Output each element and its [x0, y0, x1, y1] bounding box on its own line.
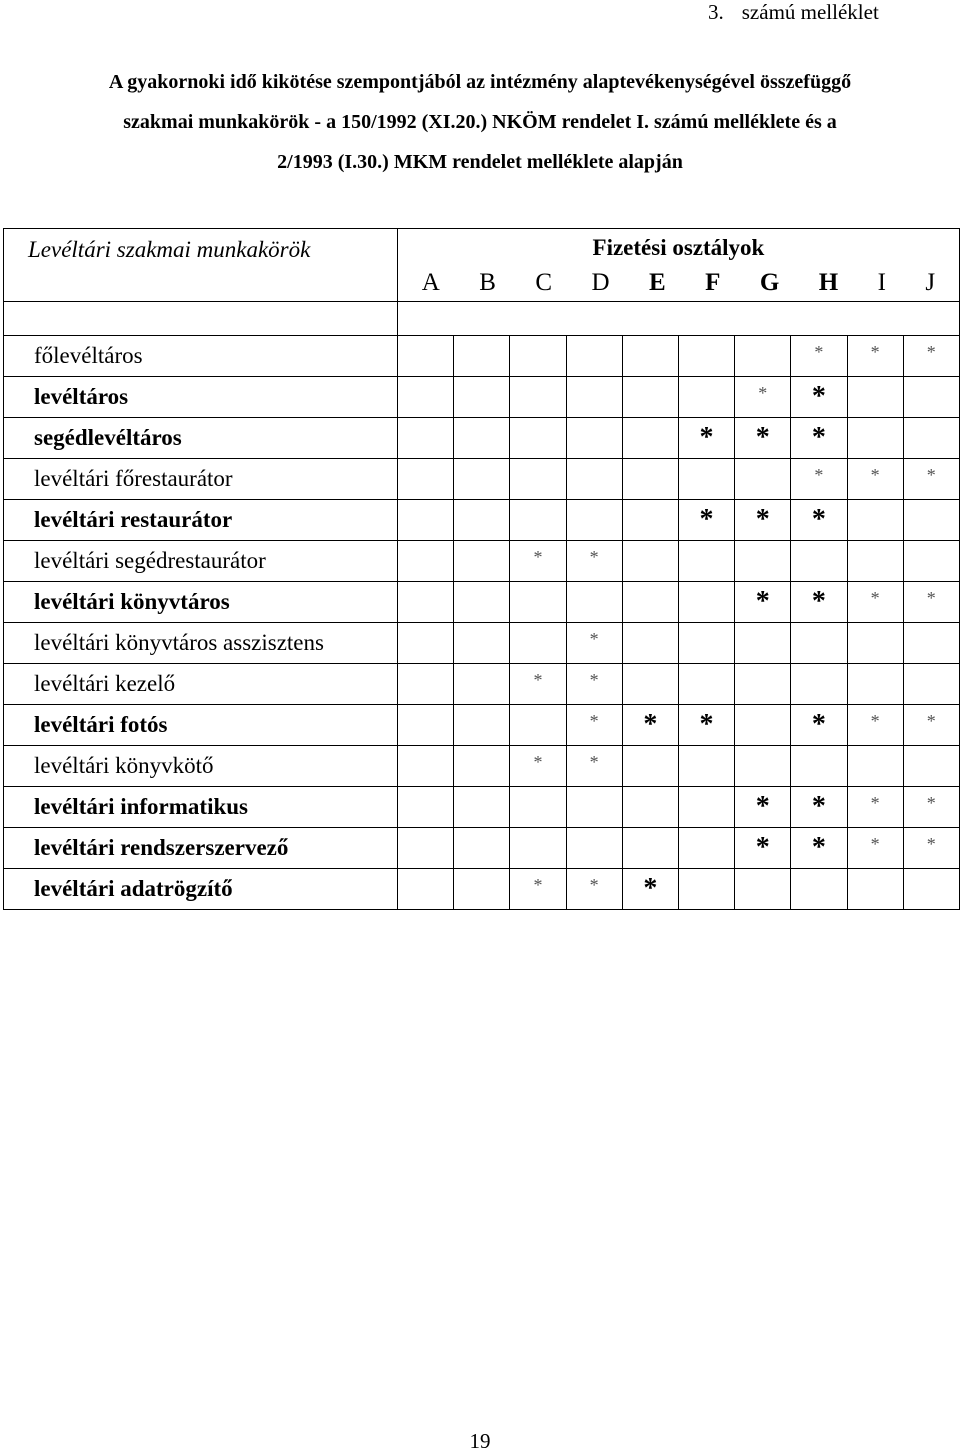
- grade-cell: [566, 705, 622, 746]
- table-row: [4, 582, 960, 623]
- grade-cell: [791, 746, 847, 787]
- grade-cell: [903, 541, 959, 582]
- grade-cell: [847, 787, 903, 828]
- grade-cell: [791, 582, 847, 623]
- asterisk-mark: *: [811, 586, 826, 617]
- grade-cell: [566, 336, 622, 377]
- grade-cell: [566, 623, 622, 664]
- grade-cell: [566, 828, 622, 869]
- grade-cell: [791, 869, 847, 910]
- grade-cell: [398, 582, 454, 623]
- grade-cell: [791, 336, 847, 377]
- grade-cell: [622, 623, 678, 664]
- grade-cell: [454, 787, 510, 828]
- asterisk-mark: *: [699, 504, 714, 535]
- grade-cell: [735, 500, 791, 541]
- asterisk-mark: *: [758, 383, 768, 404]
- grade-cell: [903, 869, 959, 910]
- grade-cell: [735, 869, 791, 910]
- grade-cell: [903, 418, 959, 459]
- grade-cell: [566, 582, 622, 623]
- job-column-header: Levéltári szakmai munkakörök: [4, 229, 398, 302]
- grade-cell: [398, 705, 454, 746]
- grade-cell: [398, 459, 454, 500]
- grade-cell: [735, 746, 791, 787]
- asterisk-mark: *: [811, 832, 826, 863]
- grade-cell: [678, 746, 734, 787]
- grade-column-header: [398, 229, 960, 302]
- grade-cell: [510, 377, 566, 418]
- job-title: levéltári főrestaurátor: [4, 459, 398, 500]
- annex-label: [708, 0, 879, 25]
- grade-cell: [510, 582, 566, 623]
- grade-cell: [678, 500, 734, 541]
- heading-line-3: 2/1993 (I.30.) MKM rendelet melléklete alapján: [277, 151, 683, 173]
- table-row: [4, 705, 960, 746]
- grade-cell: [903, 828, 959, 869]
- grade-cell: [566, 746, 622, 787]
- spacer-cell: [398, 302, 960, 336]
- grade-cell: [791, 541, 847, 582]
- asterisk-mark: *: [699, 422, 714, 453]
- grade-cell: [510, 869, 566, 910]
- grade-cell: [398, 828, 454, 869]
- grade-cell: [903, 746, 959, 787]
- grade-cell: [791, 787, 847, 828]
- grade-cell: [735, 623, 791, 664]
- asterisk-mark: *: [589, 670, 599, 691]
- grade-cell: [622, 500, 678, 541]
- grade-cell: [510, 787, 566, 828]
- asterisk-mark: *: [643, 709, 658, 740]
- grade-cell: [903, 623, 959, 664]
- grade-cell: [622, 459, 678, 500]
- asterisk-mark: *: [755, 586, 770, 617]
- asterisk-mark: *: [926, 711, 936, 732]
- grade-cell: [398, 664, 454, 705]
- grade-cell: [735, 459, 791, 500]
- asterisk-mark: *: [643, 873, 658, 904]
- asterisk-mark: *: [811, 504, 826, 535]
- grade-cell: [454, 705, 510, 746]
- asterisk-mark: *: [926, 588, 936, 609]
- job-title: levéltári adatrögzítő: [4, 869, 398, 910]
- grade-cell: [454, 582, 510, 623]
- grade-cell: [791, 828, 847, 869]
- asterisk-mark: *: [589, 547, 599, 568]
- asterisk-mark: *: [870, 711, 880, 732]
- grade-cell: [398, 541, 454, 582]
- grade-cell: [454, 828, 510, 869]
- asterisk-mark: *: [589, 752, 599, 773]
- grade-cell: [566, 459, 622, 500]
- grade-cell: [791, 459, 847, 500]
- asterisk-mark: *: [811, 709, 826, 740]
- grade-cell: [678, 377, 734, 418]
- grade-cell: [398, 869, 454, 910]
- table-spacer-row: [4, 302, 960, 336]
- job-title: levéltári kezelő: [4, 664, 398, 705]
- grade-cell: [903, 582, 959, 623]
- grade-cell: [678, 787, 734, 828]
- asterisk-mark: *: [811, 791, 826, 822]
- asterisk-mark: *: [755, 422, 770, 453]
- grade-cell: [678, 623, 734, 664]
- grade-cell: [510, 664, 566, 705]
- asterisk-mark: *: [926, 342, 936, 363]
- asterisk-mark: *: [589, 629, 599, 650]
- grade-cell: [847, 418, 903, 459]
- grade-letter: I: [877, 269, 886, 296]
- asterisk-mark: *: [755, 791, 770, 822]
- heading-line-1: A gyakornoki idő kikötése szempontjából az intézmény alaptevékenységével összefüggő: [108, 71, 852, 93]
- grade-cell: [847, 869, 903, 910]
- job-title: levéltári restaurátor: [4, 500, 398, 541]
- grade-cell: [510, 418, 566, 459]
- grade-cell: [398, 336, 454, 377]
- grade-cell: [566, 500, 622, 541]
- grade-cell: [791, 500, 847, 541]
- grade-letter: E: [648, 269, 666, 296]
- asterisk-mark: *: [814, 465, 824, 486]
- grade-cell: [678, 869, 734, 910]
- grade-cell: [791, 705, 847, 746]
- grade-letters: [398, 269, 959, 301]
- grade-letter: J: [925, 269, 936, 296]
- grade-cell: [847, 459, 903, 500]
- grade-letter: G: [759, 269, 780, 296]
- grade-cell: [735, 664, 791, 705]
- table-row: [4, 500, 960, 541]
- grade-cell: [622, 705, 678, 746]
- grade-cell: [903, 336, 959, 377]
- grade-cell: [510, 459, 566, 500]
- table-row: [4, 541, 960, 582]
- grade-cell: [903, 500, 959, 541]
- annex-text: számú melléklet: [741, 0, 879, 24]
- asterisk-mark: *: [589, 875, 599, 896]
- grade-cell: [622, 828, 678, 869]
- table-row: [4, 623, 960, 664]
- job-title: levéltári fotós: [4, 705, 398, 746]
- grade-cell: [398, 623, 454, 664]
- asterisk-mark: *: [755, 832, 770, 863]
- table-row: [4, 746, 960, 787]
- job-title: segédlevéltáros: [4, 418, 398, 459]
- asterisk-mark: *: [533, 670, 543, 691]
- grade-cell: [847, 664, 903, 705]
- grade-cell: [678, 418, 734, 459]
- table-row: [4, 828, 960, 869]
- grade-cell: [566, 541, 622, 582]
- grade-cell: [847, 582, 903, 623]
- grade-cell: [735, 418, 791, 459]
- grade-letter: C: [535, 269, 553, 296]
- grade-cell: [454, 664, 510, 705]
- grade-cell: [622, 746, 678, 787]
- grade-cell: [622, 664, 678, 705]
- grade-cell: [678, 541, 734, 582]
- job-title: levéltári könyvtáros: [4, 582, 398, 623]
- grade-cell: [847, 828, 903, 869]
- grade-cell: [454, 869, 510, 910]
- grade-cell: [454, 500, 510, 541]
- grade-cell: [398, 418, 454, 459]
- asterisk-mark: *: [870, 588, 880, 609]
- asterisk-mark: *: [926, 793, 936, 814]
- job-title: levéltári rendszerszervező: [4, 828, 398, 869]
- grade-cell: [510, 623, 566, 664]
- grade-cell: [735, 377, 791, 418]
- job-title: levéltáros: [4, 377, 398, 418]
- grade-header-title: Fizetési osztályok: [592, 235, 765, 260]
- grade-cell: [903, 459, 959, 500]
- grade-cell: [735, 582, 791, 623]
- grade-cell: [622, 336, 678, 377]
- asterisk-mark: *: [870, 834, 880, 855]
- grade-cell: [622, 418, 678, 459]
- grade-letter: D: [591, 269, 610, 296]
- grade-cell: [510, 336, 566, 377]
- grade-cell: [678, 828, 734, 869]
- grade-cell: [622, 869, 678, 910]
- asterisk-mark: *: [755, 504, 770, 535]
- table-row: [4, 459, 960, 500]
- grade-cell: [398, 746, 454, 787]
- asterisk-mark: *: [870, 793, 880, 814]
- asterisk-mark: *: [870, 342, 880, 363]
- asterisk-mark: *: [533, 547, 543, 568]
- grade-cell: [510, 705, 566, 746]
- grade-cell: [622, 582, 678, 623]
- job-title: levéltári könyvtáros asszisztens: [4, 623, 398, 664]
- grade-cell: [678, 664, 734, 705]
- grade-cell: [454, 541, 510, 582]
- table-row: [4, 336, 960, 377]
- grade-cell: [454, 377, 510, 418]
- job-title: levéltári könyvkötő: [4, 746, 398, 787]
- grade-cell: [847, 336, 903, 377]
- table-row: [4, 869, 960, 910]
- grade-letter: A: [421, 269, 440, 296]
- document-heading: [0, 62, 960, 182]
- grade-cell: [622, 377, 678, 418]
- grade-cell: [398, 500, 454, 541]
- table-row: [4, 787, 960, 828]
- page-number: 19: [469, 1429, 491, 1453]
- grade-cell: [847, 377, 903, 418]
- grade-cell: [847, 746, 903, 787]
- grade-cell: [398, 377, 454, 418]
- grade-cell: [678, 336, 734, 377]
- table-row: [4, 418, 960, 459]
- job-grade-table: [3, 228, 960, 910]
- asterisk-mark: *: [811, 422, 826, 453]
- asterisk-mark: *: [926, 465, 936, 486]
- annex-number: 3.: [708, 0, 724, 24]
- grade-cell: [903, 377, 959, 418]
- grade-cell: [566, 664, 622, 705]
- asterisk-mark: *: [870, 465, 880, 486]
- grade-cell: [903, 787, 959, 828]
- grade-cell: [566, 869, 622, 910]
- asterisk-mark: *: [589, 711, 599, 732]
- grade-cell: [791, 664, 847, 705]
- grade-cell: [847, 541, 903, 582]
- grade-cell: [678, 705, 734, 746]
- grade-cell: [454, 459, 510, 500]
- grade-cell: [903, 705, 959, 746]
- grade-cell: [847, 705, 903, 746]
- asterisk-mark: *: [533, 752, 543, 773]
- grade-cell: [454, 336, 510, 377]
- table-header-row: [4, 229, 960, 302]
- grade-cell: [735, 828, 791, 869]
- grade-letter: F: [705, 269, 721, 296]
- grade-cell: [791, 377, 847, 418]
- grade-cell: [510, 500, 566, 541]
- grade-cell: [510, 746, 566, 787]
- asterisk-mark: *: [533, 875, 543, 896]
- grade-cell: [791, 418, 847, 459]
- grade-cell: [735, 787, 791, 828]
- heading-line-2: szakmai munkakörök - a 150/1992 (XI.20.) NKÖM rendelet I. számú melléklete és a: [123, 111, 837, 133]
- spacer-cell: [4, 302, 398, 336]
- grade-cell: [678, 582, 734, 623]
- grade-cell: [735, 336, 791, 377]
- grade-cell: [735, 541, 791, 582]
- job-title: főlevéltáros: [4, 336, 398, 377]
- job-title: levéltári informatikus: [4, 787, 398, 828]
- grade-cell: [678, 459, 734, 500]
- grade-cell: [847, 500, 903, 541]
- grade-cell: [454, 623, 510, 664]
- grade-cell: [510, 828, 566, 869]
- asterisk-mark: *: [811, 381, 826, 412]
- table-row: [4, 377, 960, 418]
- grade-letter: H: [818, 269, 839, 296]
- asterisk-mark: *: [814, 342, 824, 363]
- grade-cell: [566, 418, 622, 459]
- table-row: [4, 664, 960, 705]
- grade-cell: [735, 705, 791, 746]
- grade-cell: [454, 746, 510, 787]
- grade-cell: [510, 541, 566, 582]
- grade-cell: [454, 418, 510, 459]
- grade-letter: B: [479, 269, 496, 296]
- grade-cell: [903, 664, 959, 705]
- grade-cell: [791, 623, 847, 664]
- grade-cell: [847, 623, 903, 664]
- grade-cell: [398, 787, 454, 828]
- asterisk-mark: *: [926, 834, 936, 855]
- grade-cell: [566, 787, 622, 828]
- job-title: levéltári segédrestaurátor: [4, 541, 398, 582]
- grade-cell: [622, 541, 678, 582]
- asterisk-mark: *: [699, 709, 714, 740]
- grade-cell: [566, 377, 622, 418]
- grade-cell: [622, 787, 678, 828]
